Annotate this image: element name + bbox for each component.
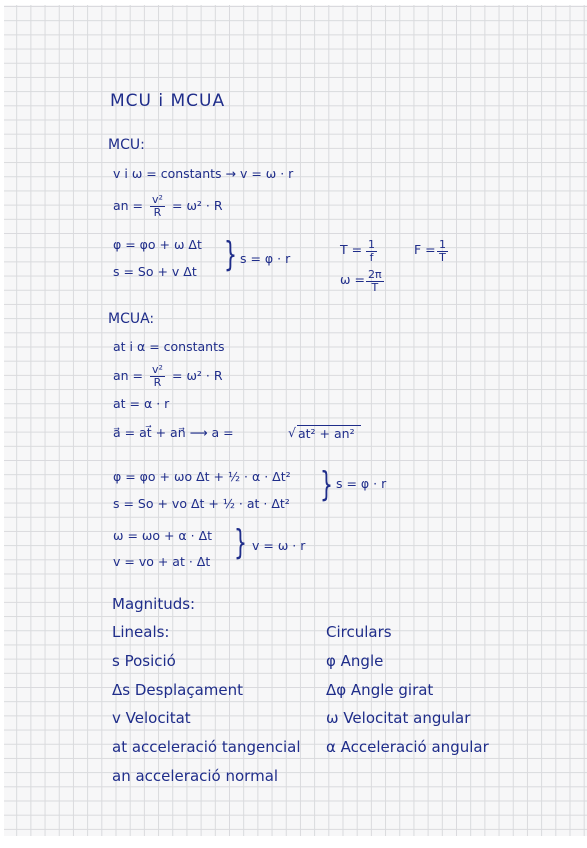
lineal-item: at acceleració tangencial <box>112 738 301 756</box>
mcu-omega-fraction <box>366 269 384 293</box>
mcua-an-fraction <box>150 364 165 388</box>
mcua-at-equation: at = α · r <box>113 396 170 411</box>
mcua-an-rhs: = ω² · R <box>172 368 223 383</box>
page-bottom-edge <box>0 836 587 848</box>
mcu-an-denominator: R <box>153 205 162 219</box>
mcua-an-lhs: an = <box>113 368 144 383</box>
mcu-s-equation: s = So + v Δt <box>113 264 197 279</box>
circular-item: Δφ Angle girat <box>326 681 434 699</box>
mcu-period-lhs: T = <box>340 242 363 257</box>
mcu-an-rhs: = ω² · R <box>172 198 223 213</box>
lineals-heading: Lineals: <box>112 623 170 641</box>
mcu-omega-lhs: ω = <box>340 272 365 287</box>
mcu-an-lhs: an = <box>113 198 144 213</box>
mcu-period-numerator: 1 <box>368 238 375 251</box>
mcua-right-brace-2: } <box>234 523 247 563</box>
mcua-an-numerator: v² <box>152 363 163 376</box>
lineal-item: s Posició <box>112 652 176 670</box>
mcua-right-brace-1: } <box>320 465 333 505</box>
magnituds-heading: Magnituds: <box>112 595 196 613</box>
page-title: MCU i MCUA <box>110 91 226 111</box>
lineal-item: v Velocitat <box>112 709 191 727</box>
lineal-item: Δs Desplaçament <box>112 681 243 699</box>
mcu-an-fraction <box>150 194 165 218</box>
mcu-phi-equation: φ = φo + ω Δt <box>113 237 202 252</box>
mcua-brace-2-result: v = ω · r <box>252 538 306 553</box>
lineal-item: an acceleració normal <box>112 767 279 785</box>
mcu-frequency-lhs: F = <box>414 242 436 257</box>
mcu-frequency-numerator: 1 <box>439 238 446 251</box>
mcu-heading: MCU: <box>108 137 145 153</box>
mcua-heading: MCUA: <box>108 311 155 327</box>
mcu-an-numerator: v² <box>152 193 163 206</box>
mcu-frequency-fraction <box>437 239 448 263</box>
page-top-edge <box>0 0 587 5</box>
page-left-edge <box>0 0 4 848</box>
mcua-constants-line: at i α = constants <box>113 339 225 354</box>
mcua-sqrt-body: at² + an² <box>298 426 355 441</box>
mcu-omega-denominator: T <box>371 280 379 294</box>
mcua-vector-equation: a⃗ = at⃗ + an⃗ ⟶ a = <box>113 425 234 440</box>
mcu-frequency-denominator: T <box>439 250 446 264</box>
circular-item: ω Velocitat angular <box>326 709 471 727</box>
circular-item: α Acceleració angular <box>326 738 489 756</box>
mcua-v-equation: v = vo + at · Δt <box>113 554 211 569</box>
mcu-right-brace: } <box>224 235 237 275</box>
mcu-constants-line: v i ω = constants → v = ω · r <box>113 166 294 181</box>
circular-item: φ Angle <box>326 652 384 670</box>
circulars-heading: Circulars <box>326 623 392 641</box>
mcu-brace-result: s = φ · r <box>240 251 291 266</box>
mcu-period-denominator: f <box>369 250 374 264</box>
mcua-phi-equation: φ = φo + ωo Δt + ½ · α · Δt² <box>113 469 291 484</box>
mcu-period-fraction <box>366 239 377 263</box>
mcua-brace-1-result: s = φ · r <box>336 476 387 491</box>
sqrt-symbol: √ <box>288 425 296 440</box>
mcu-omega-numerator: 2π <box>368 268 382 281</box>
mcua-an-denominator: R <box>153 375 162 389</box>
mcua-s-equation: s = So + vo Δt + ½ · at · Δt² <box>113 496 290 511</box>
mcua-omega-equation: ω = ωo + α · Δt <box>113 528 213 543</box>
